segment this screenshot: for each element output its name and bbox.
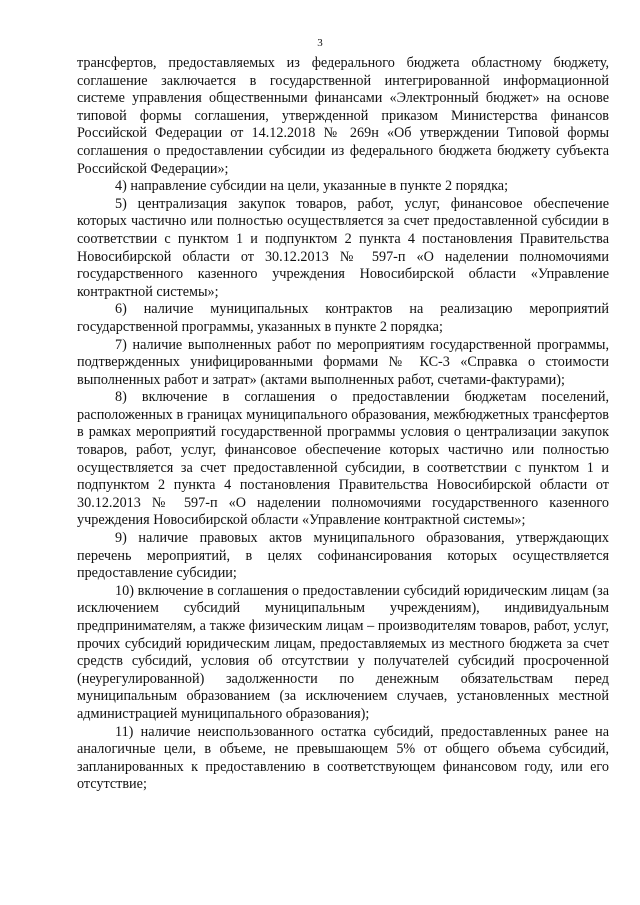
paragraph-item-10: 10) включение в соглашения о предоставлении субсидий юридическим лицам (за исключением субсидий муниципальным учреждениям), индивидуальным предпринимателям, а также физическим лицам – производителям товаров, работ, услуг, прочих субсидий юридическим лицам, предоставляемых из местного бюджета за счет средств субсидий, условия об отсутствии у получателей субсидий просроченной (неурегулированной) задолженности по денежным обязательствам перед муниципальным образованием (за исключением случаев, установленных местной администрацией муниципального образования); <box>77 582 609 722</box>
paragraph-item-5: 5) централизация закупок товаров, работ, услуг, финансовое обеспечение которых частично или полностью осуществляется за счет предоставленной субсидии в соответствии с пунктом 1 и подпунктом 2 пункта 4 постановления Правительства Новосибирской области от 30.12.2013 № 597-п «О наделении полномочиями государственного казенного учреждения Новосибирской области «Управление контрактной системы»; <box>77 195 609 300</box>
paragraph-item-9: 9) наличие правовых актов муниципального образования, утверждающих перечень мероприятий, в целях софинансирования которых осуществляется предоставление субсидии; <box>77 530 609 582</box>
page-number: 3 <box>317 37 323 49</box>
paragraph-item-11: 11) наличие неиспользованного остатка субсидий, предоставленных ранее на аналогичные цели, в объеме, не превышающем 5% от общего объема субсидий, запланированных к предоставлению в соответствующем финансовом году, или его отсутствие; <box>77 723 609 793</box>
paragraph-item-4: 4) направление субсидии на цели, указанные в пункте 2 порядка; <box>115 178 509 195</box>
paragraph-continuation: трансфертов, предоставляемых из федерального бюджета областному бюджету, соглашение заключается в государственной интегрированной информационной системе управления общественными финансами «Электронный бюджет» на основе типовой формы соглашения, утвержденной приказом Министерства финансов Российской Федерации от 14.12.2018 № 269н «Об утверждении Типовой формы соглашения о предоставлении субсидии из федерального бюджета бюджету субъекта Российской Федерации»; <box>77 55 609 177</box>
paragraph-item-8: 8) включение в соглашения о предоставлении бюджетам поселений, расположенных в границах муниципального образования, межбюджетных трансфертов в рамках мероприятий государственной программы условия о централизации закупок товаров, работ, услуг, финансовое обеспечение которых частично или полностью осуществляется за счет предоставленной субсидии, в соответствии с пунктом 1 и подпунктом 2 пункта 4 постановления Правительства Новосибирской области от 30.12.2013 № 597-п «О наделении полномочиями государственного казенного учреждения Новосибирской области «Управление контрактной системы»; <box>77 389 609 529</box>
document-body <box>77 55 609 794</box>
paragraph-item-6: 6) наличие муниципальных контрактов на реализацию мероприятий государственной программы, указанных в пункте 2 порядка; <box>77 301 609 335</box>
paragraph-item-7: 7) наличие выполненных работ по мероприятиям государственной программы, подтвержденных унифицированными формами № КС-3 «Справка о стоимости выполненных работ и затрат» (актами выполненных работ, счетами-фактурами); <box>77 336 609 388</box>
